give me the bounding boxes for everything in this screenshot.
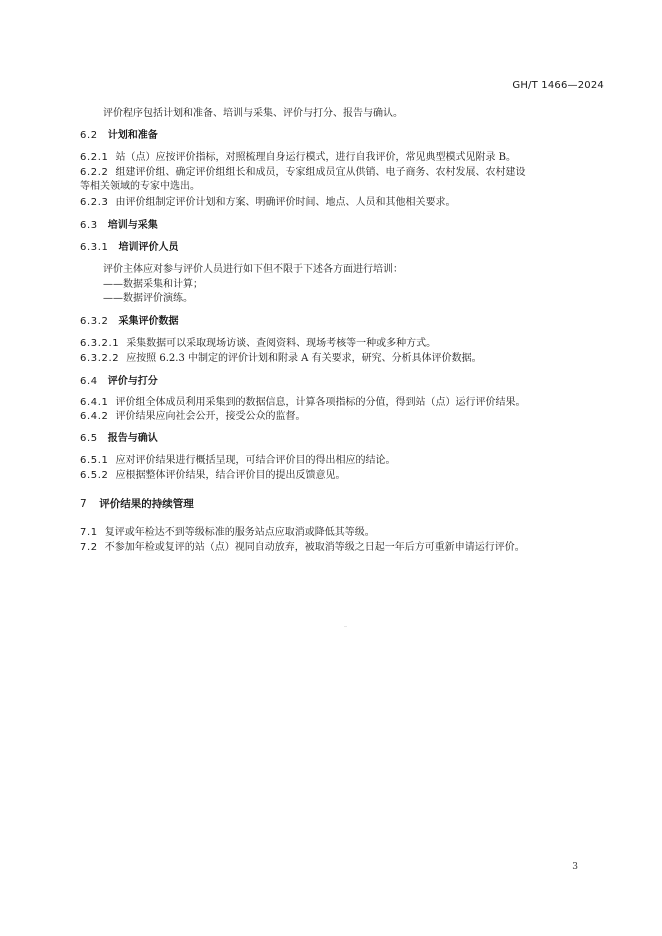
clause-text: 采集数据可以采取现场访谈、查阅资料、现场考核等一种或多种方式。 [126,338,437,349]
clause-6-5-2 [80,469,602,483]
clause-7-2 [80,541,602,555]
training-intro: 评价主体应对参与评价人员进行如下但不限于下述各方面进行培训： [103,264,403,275]
section-number: 6.3 [80,220,98,231]
clause-number: 6.5.2 [80,470,109,481]
clause-text: 复评或年检达不到等级标准的服务站点应取消或降低其等级。 [104,527,375,538]
list-item: ——数据评价演练。 [103,293,193,304]
heading-6-3-2 [80,315,602,329]
clause-number: 6.2.3 [80,197,109,208]
clause-number: 7.2 [80,542,98,553]
clause-6-3-2-2 [80,352,602,366]
clause-text: 评价结果应向社会公开，接受公众的监督。 [115,411,306,422]
section-number: 6.5 [80,433,98,444]
clause-6-4-2 [80,410,602,424]
page-number: 3 [572,862,578,872]
clause-6-2-1 [80,151,602,165]
section-title: 报告与确认 [107,433,158,444]
section-title: 评价与打分 [107,376,158,387]
clause-6-2-2-continued: 等相关领域的专家中选出。 [80,181,200,192]
heading-7 [80,497,602,511]
section-number: 6.4 [80,376,98,387]
clause-text: 站（点）应按评价指标，对照梳理自身运行模式，进行自我评价，常见典型模式见附录 B。 [115,152,516,163]
clause-number: 6.5.1 [80,455,109,466]
subsection-title: 培训评价人员 [118,242,179,253]
clause-text: 由评价组制定评价计划和方案、明确评价时间、地点、人员和其他相关要求。 [115,197,456,208]
clause-6-2-2 [80,166,602,180]
heading-6-2 [80,129,602,143]
clause-text: 组建评价组、确定评价组组长和成员，专家组成员宜从供销、电子商务、农村发展、农村建设 [115,167,526,178]
section-number: 6.2 [80,130,98,141]
heading-6-3 [80,219,602,233]
section-title: 计划和准备 [107,130,158,141]
clause-text: 应按照 6.2.3 中制定的评价计划和附录 A 有关要求，研究、分析具体评价数据。 [126,353,482,364]
clause-number: 6.2.2 [80,167,109,178]
clause-6-2-3 [80,196,602,210]
clause-number: 6.3.2.2 [80,353,120,364]
scan-artifact [344,626,347,627]
standard-code: GH/T 1466—2024 [512,80,604,91]
clause-6-4-1 [80,396,602,410]
clause-6-3-2-1 [80,337,602,351]
clause-number: 6.4.1 [80,397,109,408]
clause-text: 评价组全体成员利用采集到的数据信息，计算各项指标的分值，得到站（点）运行评价结果。 [115,397,526,408]
clause-number: 7.1 [80,527,98,538]
section-title: 培训与采集 [107,220,158,231]
clause-6-5-1 [80,454,602,468]
heading-6-3-1 [80,241,602,255]
clause-number: 6.2.1 [80,152,109,163]
subsection-title: 采集评价数据 [118,316,179,327]
intro-paragraph: 评价程序包括计划和准备、培训与采集、评价与打分、报告与确认。 [103,108,403,119]
clause-number: 6.4.2 [80,411,109,422]
subsection-number: 6.3.1 [80,242,109,253]
subsection-number: 6.3.2 [80,316,109,327]
clause-text: 应对评价结果进行概括呈现，可结合评价目的得出相应的结论。 [115,455,396,466]
heading-6-4 [80,375,602,389]
chapter-number: 7 [80,498,88,510]
clause-text: 应根据整体评价结果，结合评价目的提出反馈意见。 [115,470,346,481]
clause-number: 6.3.2.1 [80,338,120,349]
heading-6-5 [80,432,602,446]
chapter-title: 评价结果的持续管理 [99,498,194,510]
clause-text: 不参加年检或复评的站（点）视同自动放弃，被取消等级之日起一年后方可重新申请运行评价。 [104,542,525,553]
list-item: ——数据采集和计算； [103,279,203,290]
clause-7-1 [80,526,602,540]
